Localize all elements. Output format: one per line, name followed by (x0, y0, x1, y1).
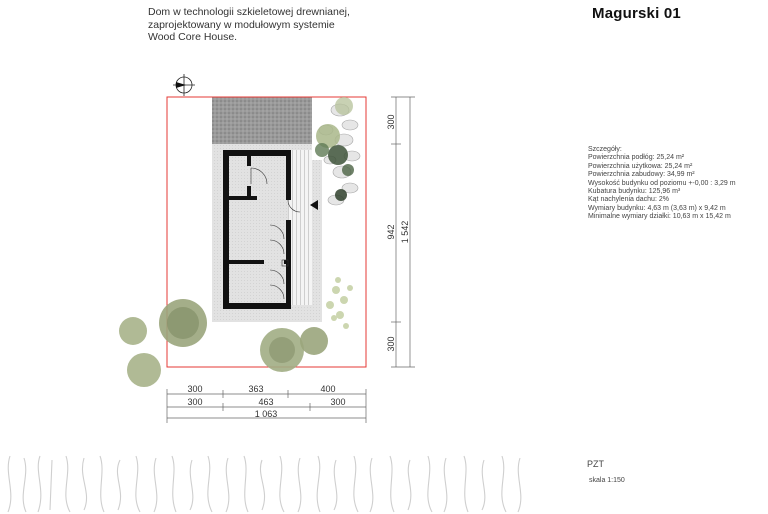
gravel-parking (212, 97, 312, 144)
vdim-middle: 942 (386, 224, 396, 240)
terrace-decking (288, 150, 312, 305)
intro-line-1: Dom w technologii szkieletowej drewnianej, (148, 6, 350, 18)
spec-min-plot: Minimalne wymiary działki: 10,63 m x 15,42 m (588, 213, 731, 221)
spec-roof-slope: Kąt nachylenia dachu: 2% (588, 196, 669, 204)
hdim-r1-right: 400 (320, 384, 336, 394)
vdim-top: 300 (386, 114, 396, 130)
hdim-r2-mid: 463 (258, 397, 274, 407)
hdim-r2-left: 300 (187, 397, 203, 407)
intro-line-2: zaprojektowany w modułowym systemie (148, 18, 335, 31)
drawing-type-label: PZT (587, 459, 604, 469)
specs-heading: Szczegóły: (588, 146, 622, 153)
vdim-bottom: 300 (386, 336, 396, 352)
hdim-r1-left: 300 (187, 384, 203, 394)
hdim-r2-right: 300 (330, 397, 346, 407)
spec-height: Wysokość budynku od poziomu +-0,00 : 3,29 m (588, 179, 736, 187)
spec-usable-area: Powierzchnia użytkowa: 25,24 m² (588, 162, 693, 170)
scale-label: skala 1:150 (589, 477, 625, 484)
spec-built-area: Powierzchnia zabudowy: 34,99 m² (588, 171, 695, 179)
project-title: Magurski 01 (592, 5, 681, 22)
spec-volume: Kubatura budynku: 125,96 m³ (588, 188, 681, 196)
flowering-shrub (326, 277, 353, 329)
spec-floor-area: Powierzchnia podłóg: 25,24 m² (588, 154, 685, 162)
north-arrow-icon (173, 74, 195, 96)
intro-line-3: Wood Core House. (148, 31, 238, 43)
spec-building-dimensions: Wymiary budynku: 4,63 m (3,63 m) x 9,42 m (588, 204, 726, 212)
wood-grain-decoration (0, 454, 540, 514)
hdim-total: 1 063 (254, 409, 278, 419)
vdim-total: 1 542 (400, 220, 410, 244)
hdim-r1-mid: 363 (248, 384, 264, 394)
